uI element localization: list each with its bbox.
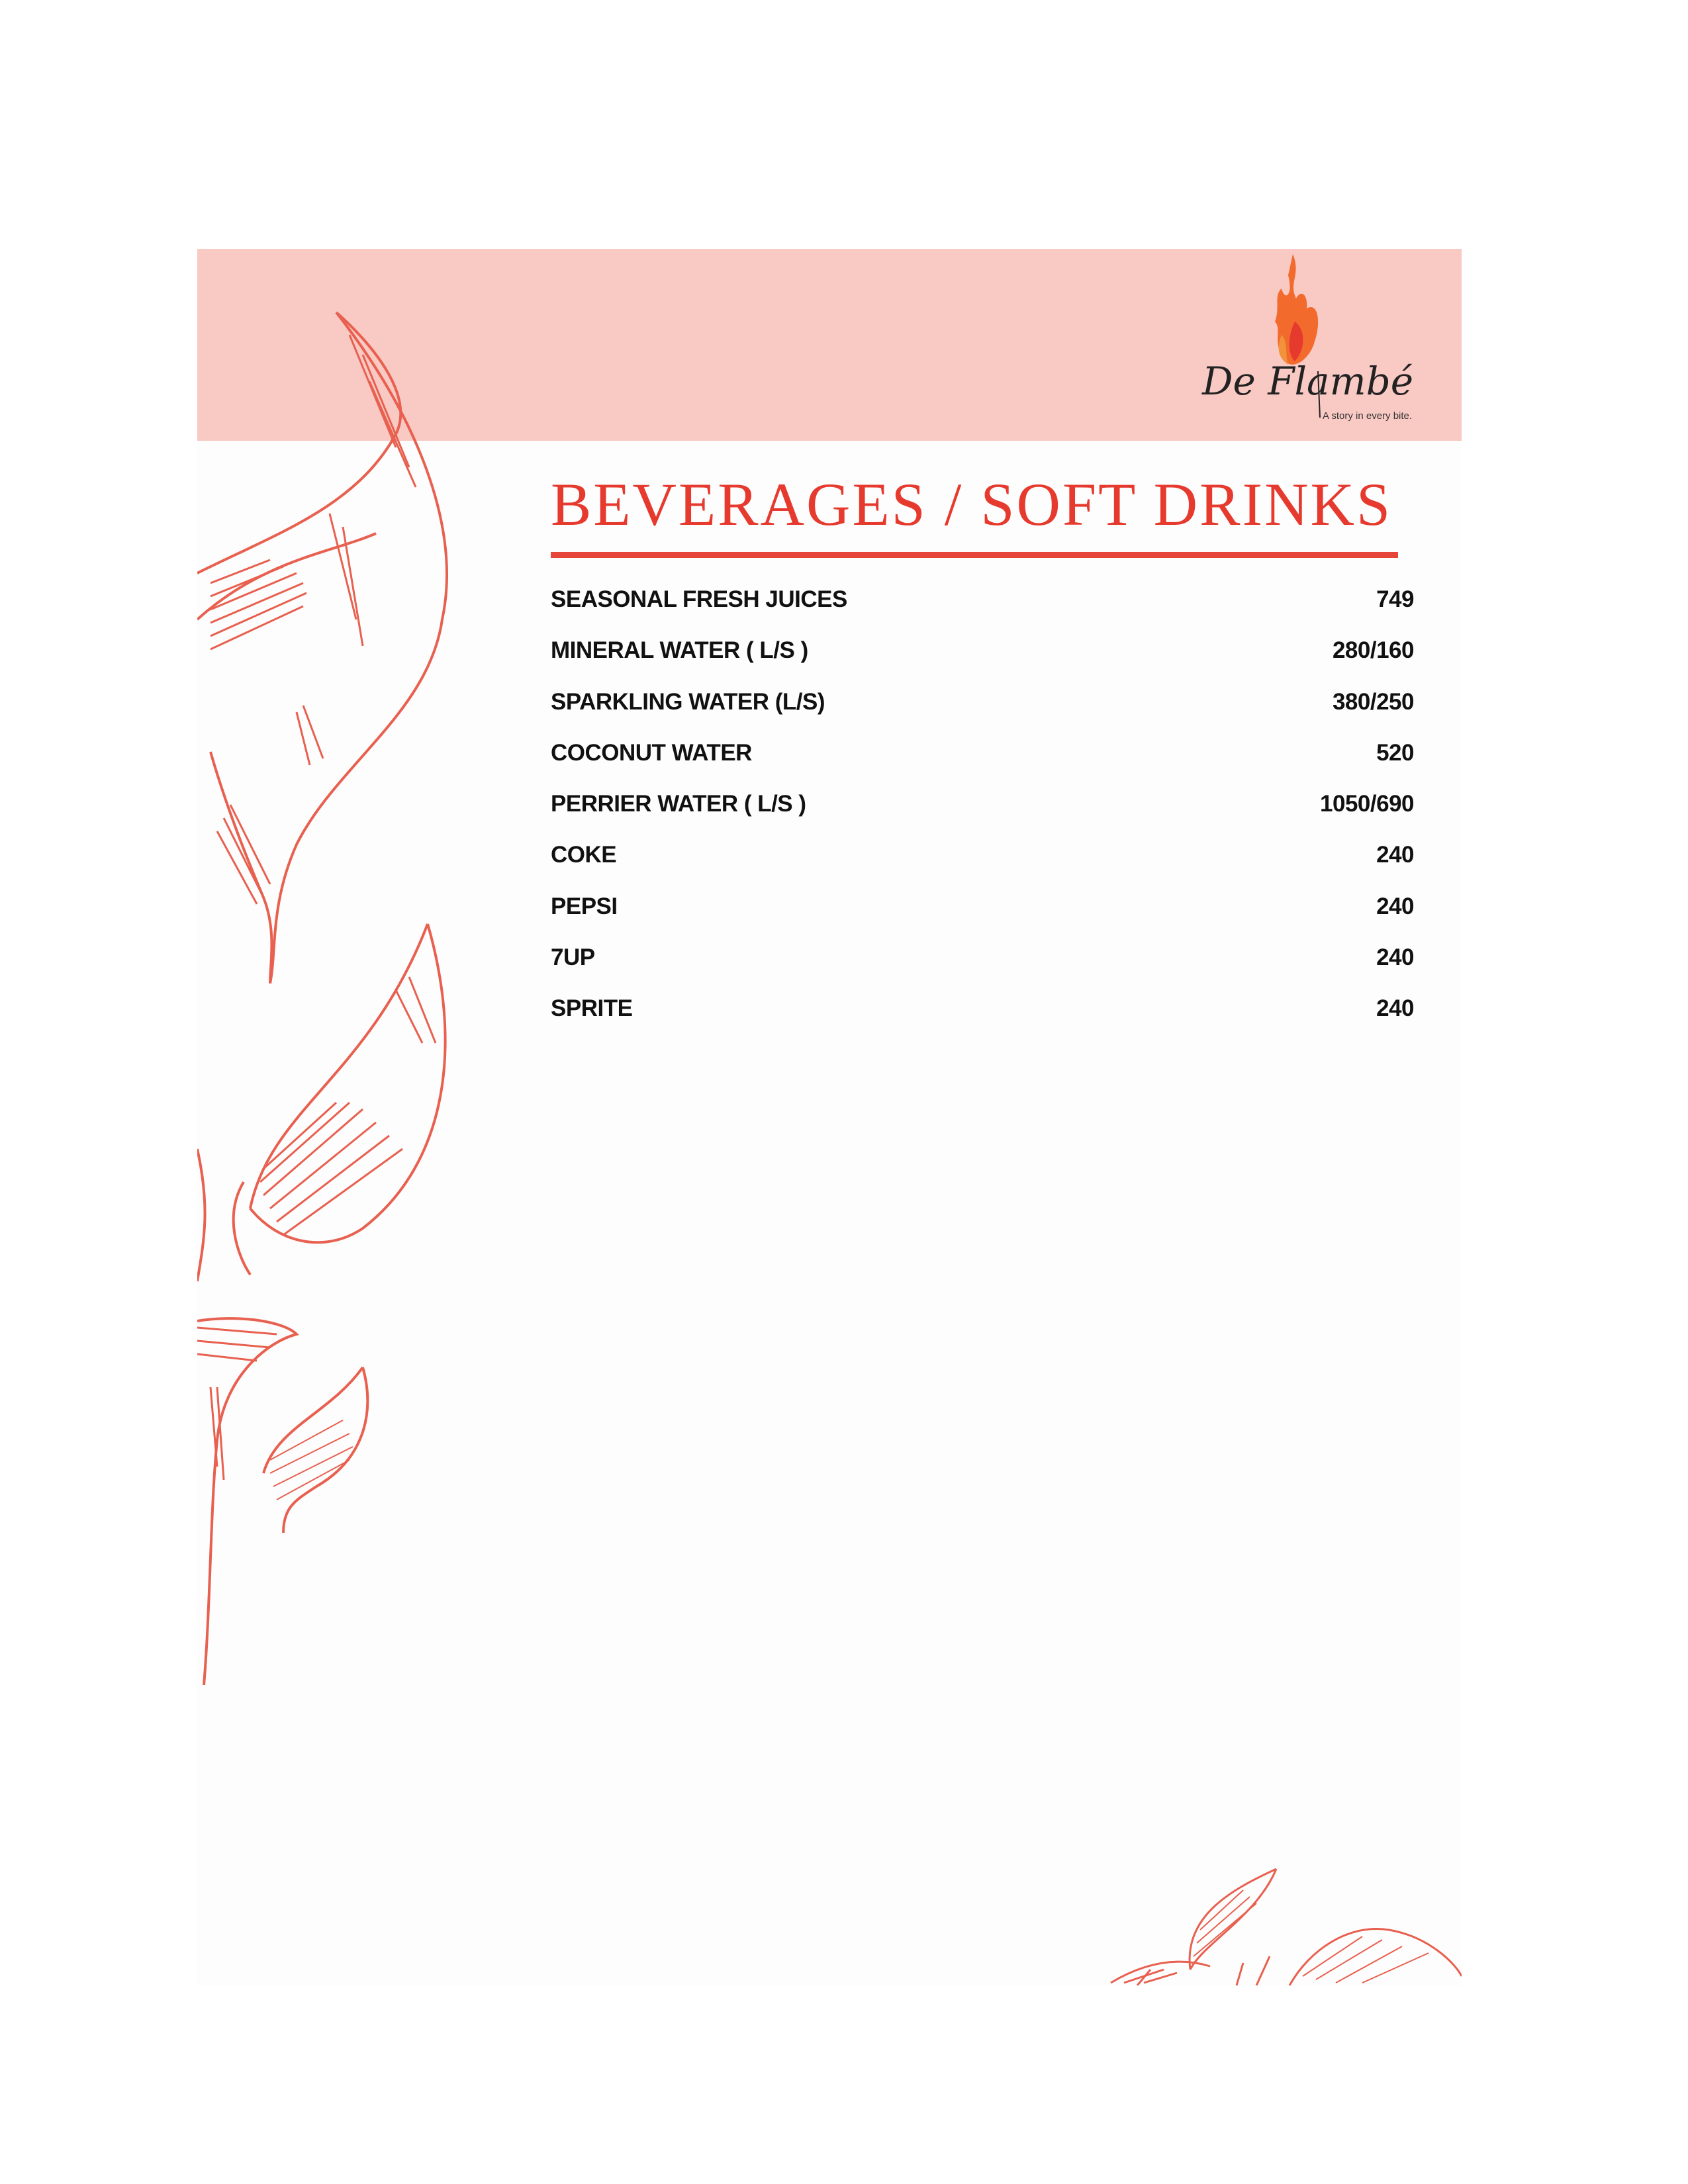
menu-item-price: 749 bbox=[1376, 586, 1414, 612]
menu-item-list bbox=[551, 586, 1414, 1047]
logo-tagline: A story in every bite. bbox=[1323, 410, 1413, 422]
menu-item bbox=[551, 689, 1414, 740]
menu-item-price: 240 bbox=[1376, 944, 1414, 971]
menu-item-name: PEPSI bbox=[551, 893, 618, 919]
menu-item-name: PERRIER WATER ( L/S ) bbox=[551, 791, 806, 817]
page-title: BEVERAGES / SOFT DRINKS bbox=[551, 471, 1393, 538]
menu-item-price: 520 bbox=[1376, 739, 1414, 766]
menu-item-name: SPRITE bbox=[551, 995, 633, 1022]
menu-item bbox=[551, 637, 1414, 688]
menu-item-name: SPARKLING WATER (L/S) bbox=[551, 688, 825, 715]
menu-item-price: 380/250 bbox=[1332, 688, 1414, 715]
menu-item bbox=[551, 740, 1414, 791]
menu-item-price: 240 bbox=[1376, 893, 1414, 919]
menu-item-price: 280/160 bbox=[1332, 637, 1414, 664]
menu-item bbox=[551, 893, 1414, 944]
menu-item-price: 240 bbox=[1376, 995, 1414, 1022]
logo-wordmark: De Flambé bbox=[1202, 359, 1414, 404]
menu-item-name: SEASONAL FRESH JUICES bbox=[551, 586, 847, 612]
menu-item bbox=[551, 791, 1414, 842]
menu-item bbox=[551, 586, 1414, 637]
menu-item-name: MINERAL WATER ( L/S ) bbox=[551, 637, 808, 664]
menu-item-name: COCONUT WATER bbox=[551, 739, 752, 766]
menu-item bbox=[551, 842, 1414, 893]
title-underline bbox=[551, 552, 1398, 558]
menu-item bbox=[551, 944, 1414, 995]
menu-item bbox=[551, 995, 1414, 1046]
menu-page bbox=[197, 249, 1462, 1985]
menu-item-name: COKE bbox=[551, 842, 617, 868]
menu-item-price: 1050/690 bbox=[1320, 791, 1414, 817]
menu-item-name: 7UP bbox=[551, 944, 595, 971]
menu-item-price: 240 bbox=[1376, 842, 1414, 868]
